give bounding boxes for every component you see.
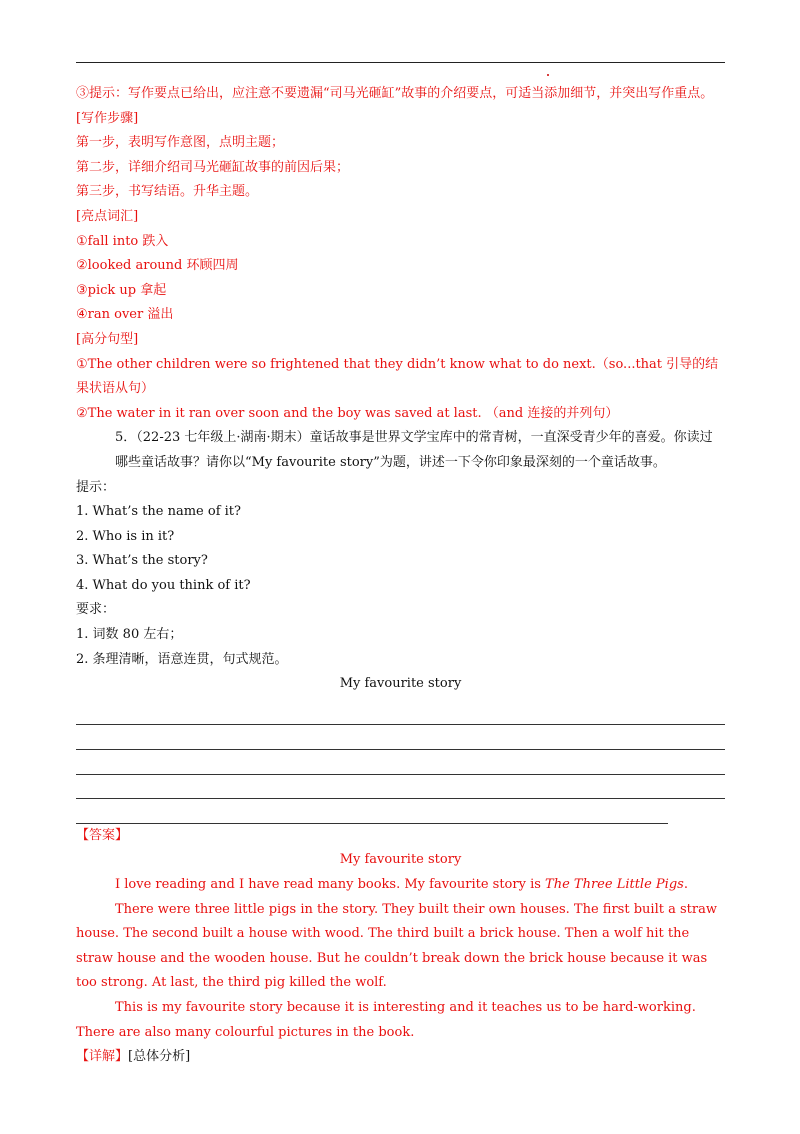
- sentences-header: [高分句型]: [76, 331, 139, 347]
- red-dot-mark: [547, 74, 549, 76]
- question-text: 5．（22-23 七年级上·湖南·期末）童话故事是世界文学宝库中的常青树，一直深受青少年的喜爱。你读过哪些童话故事？请你以“My favourite story”为题，讲述一下令你印象最深刻的一个童话故事。: [115, 430, 713, 470]
- question-5: [76, 426, 725, 475]
- detail-tag: 【详解】: [76, 1049, 129, 1065]
- hint-label: 提示：: [76, 479, 116, 495]
- requirement-2: 2. 条理清晰，语意连贯，句式规范。: [76, 651, 288, 667]
- detail-label: [总体分析]: [128, 1049, 191, 1065]
- step-2: 第二步，详细介绍司马光砸缸故事的前因后果；: [76, 159, 350, 175]
- essay-title: My favourite story: [339, 676, 462, 692]
- writing-line: [76, 750, 725, 775]
- hint-item-3: 3. What’s the story?: [76, 553, 208, 569]
- requirement-1: 1. 词数 80 左右；: [76, 627, 183, 643]
- steps-header: [写作步骤]: [76, 110, 139, 126]
- answer-paragraph-2: There were three little pigs in the story. They built their own houses. The first built a straw house. The second built a house with wood. The third built a brick house. Then a wolf hit the straw house and the wooden house. But he couldn’t break down the brick house because it was too strong. At last, the third pig killed the wolf.: [76, 901, 717, 991]
- answer-p1-text: I love reading and I have read many books. My favourite story is: [115, 877, 546, 892]
- answer-paragraph-1: [76, 873, 725, 898]
- step-1: 第一步，表明写作意图，点明主题；: [76, 135, 285, 151]
- hint-item-1: 1. What’s the name of it?: [76, 504, 242, 520]
- answer-paragraph-3: This is my favourite story because it is interesting and it teaches us to be hard-working. There are also many colourful pictures in the book.: [76, 999, 696, 1040]
- vocab-header: [亮点词汇]: [76, 208, 139, 224]
- detail-line: [76, 1045, 725, 1070]
- answer-title: My favourite story: [339, 852, 462, 868]
- vocab-item-4: ④ran over 溢出: [76, 307, 174, 323]
- writing-lines: [76, 701, 725, 824]
- answer-p1-end: .: [683, 877, 688, 892]
- vocab-item-3: ③pick up 拿起: [76, 282, 167, 298]
- vocab-item-2: ②looked around 环顾四周: [76, 258, 239, 274]
- answer-tag: 【答案】: [76, 827, 129, 843]
- hint-item-4: 4. What do you think of it?: [76, 577, 251, 593]
- book-title: The Three Little Pigs: [545, 877, 684, 892]
- writing-line: [76, 775, 725, 800]
- header-rule: [76, 62, 725, 63]
- hint-3: ③提示：写作要点已给出，应注意不要遗漏“司马光砸缸”故事的介绍要点，可适当添加细节，并突出写作重点。: [76, 86, 714, 101]
- step-3: 第三步，书写结语。升华主题。: [76, 184, 259, 200]
- writing-line: [76, 799, 668, 824]
- sentence-1: ①The other children were so frightened that they didn’t know what to do next.（so...that 引导的结果状语从句）: [76, 356, 719, 397]
- requirements-label: 要求：: [76, 602, 116, 618]
- document-page: [76, 82, 725, 1070]
- vocab-item-1: ①fall into 跌入: [76, 233, 169, 249]
- writing-line: [76, 725, 725, 750]
- sentence-2: ②The water in it ran over soon and the boy was saved at last. （and 连接的并列句）: [76, 405, 619, 421]
- writing-line: [76, 701, 725, 726]
- hint-item-2: 2. Who is in it?: [76, 528, 175, 544]
